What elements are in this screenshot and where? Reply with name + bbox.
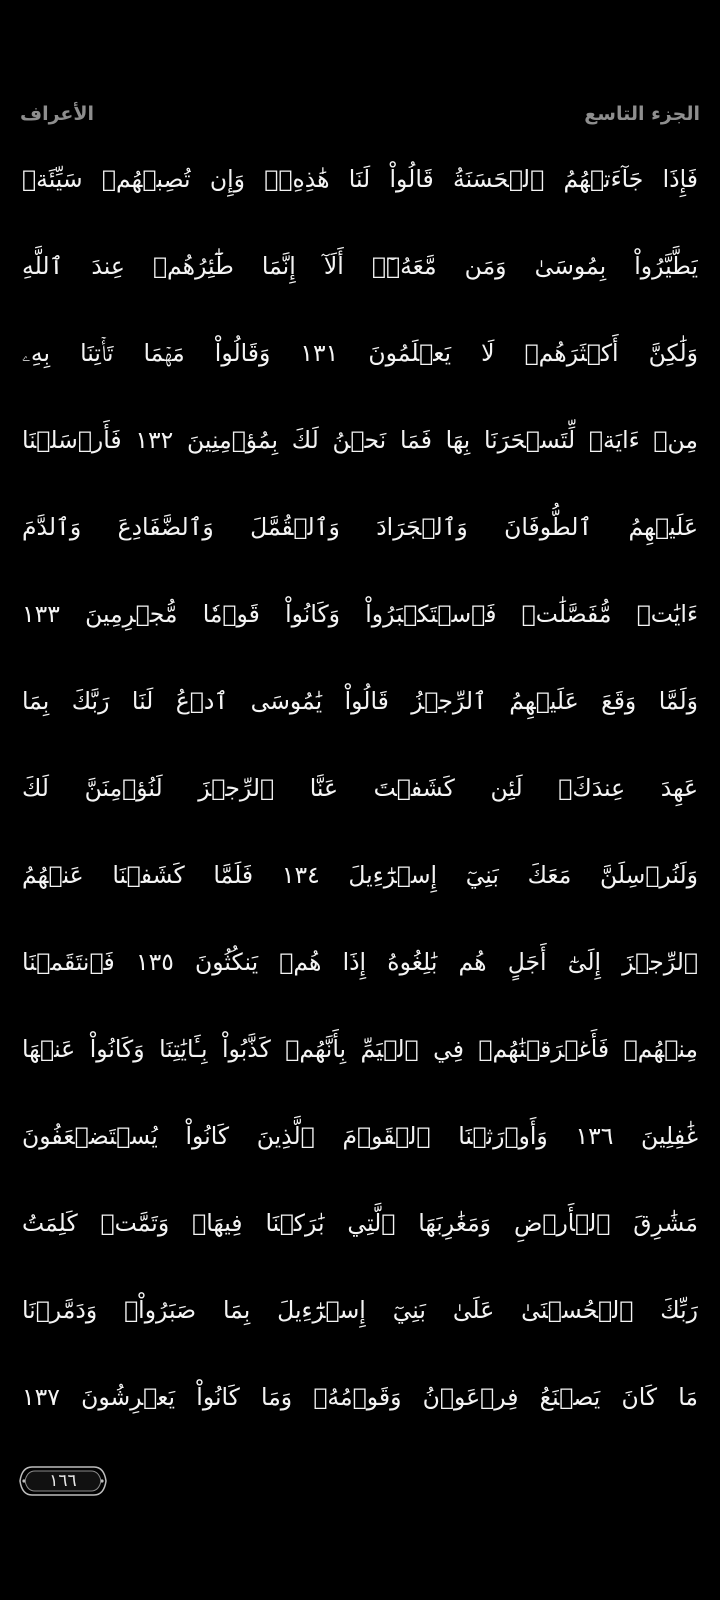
text-line-15: مَا كَانَ يَصۡنَعُ فِرۡعَوۡنُ وَقَوۡمُهُۥ وَمَا كَانُواْ يَعۡرِشُونَ ١٣٧ bbox=[22, 1383, 698, 1411]
page-number-badge bbox=[18, 1463, 108, 1499]
page-header bbox=[20, 96, 700, 132]
quran-page-text bbox=[0, 136, 720, 1444]
text-line-1: فَإِذَا جَآءَتۡهُمُ ٱلۡحَسَنَةُ قَالُواْ لَنَا هَٰذِهِۦۖ وَإِن تُصِبۡهُمۡ سَيِّئَةٞ bbox=[22, 165, 698, 193]
juz-name: الجزء التاسع bbox=[584, 103, 700, 125]
text-line-4: مِنۡ ءَايَةٖ لِّتَسۡحَرَنَا بِهَا فَمَا نَحۡنُ لَكَ بِمُؤۡمِنِينَ ١٣٢ فَأَرۡسَلۡنَا bbox=[22, 426, 698, 454]
text-line-10: ٱلرِّجۡزَ إِلَىٰٓ أَجَلٍ هُم بَٰلِغُوهُ إِذَا هُمۡ يَنكُثُونَ ١٣٥ فَٱنتَقَمۡنَا bbox=[22, 948, 698, 976]
text-line-13: مَشَٰرِقَ ٱلۡأَرۡضِ وَمَغَٰرِبَهَا ٱلَّتِي بَٰرَكۡنَا فِيهَاۖ وَتَمَّتۡ كَلِمَتُ bbox=[22, 1209, 698, 1237]
text-line-8: عَهِدَ عِندَكَۖ لَئِن كَشَفۡتَ عَنَّا ٱلرِّجۡزَ لَنُؤۡمِنَنَّ لَكَ bbox=[22, 774, 698, 802]
surah-name: الأعراف bbox=[20, 103, 95, 125]
text-line-7: وَلَمَّا وَقَعَ عَلَيۡهِمُ ٱلرِّجۡزُ قَالُواْ يَٰمُوسَى ٱدۡعُ لَنَا رَبَّكَ بِمَا bbox=[22, 687, 698, 715]
text-line-9: وَلَنُرۡسِلَنَّ مَعَكَ بَنِيٓ إِسۡرَٰٓءِيلَ ١٣٤ فَلَمَّا كَشَفۡنَا عَنۡهُمُ bbox=[22, 861, 698, 889]
text-line-6: ءَايَٰتٖ مُّفَصَّلَٰتٖ فَٱسۡتَكۡبَرُواْ وَكَانُواْ قَوۡمٗا مُّجۡرِمِينَ ١٣٣ bbox=[22, 600, 698, 628]
page-number: ١٦٦ bbox=[49, 1471, 77, 1491]
text-line-12: غَٰفِلِينَ ١٣٦ وَأَوۡرَثۡنَا ٱلۡقَوۡمَ ٱلَّذِينَ كَانُواْ يُسۡتَضۡعَفُونَ bbox=[22, 1122, 698, 1150]
text-line-14: رَبِّكَ ٱلۡحُسۡنَىٰ عَلَىٰ بَنِيٓ إِسۡرَٰٓءِيلَ بِمَا صَبَرُواْۖ وَدَمَّرۡنَا bbox=[22, 1296, 698, 1324]
text-line-3: وَلَٰكِنَّ أَكۡثَرَهُمۡ لَا يَعۡلَمُونَ ١٣١ وَقَالُواْ مَهۡمَا تَأۡتِنَا بِهِۦ bbox=[22, 339, 698, 367]
text-line-2: يَطَّيَّرُواْ بِمُوسَىٰ وَمَن مَّعَهُۥٓۗ أَلَآ إِنَّمَا طَٰٓئِرُهُمۡ عِندَ ٱللَّهِ bbox=[22, 252, 698, 280]
text-line-5: عَلَيۡهِمُ ٱلطُّوفَانَ وَٱلۡجَرَادَ وَٱلۡقُمَّلَ وَٱلضَّفَادِعَ وَٱلدَّمَ bbox=[22, 513, 698, 541]
text-line-11: مِنۡهُمۡ فَأَغۡرَقۡنَٰهُمۡ فِي ٱلۡيَمِّ بِأَنَّهُمۡ كَذَّبُواْ بِـَٔايَٰتِنَا وَكَانُواْ عَنۡهَا bbox=[22, 1035, 698, 1063]
